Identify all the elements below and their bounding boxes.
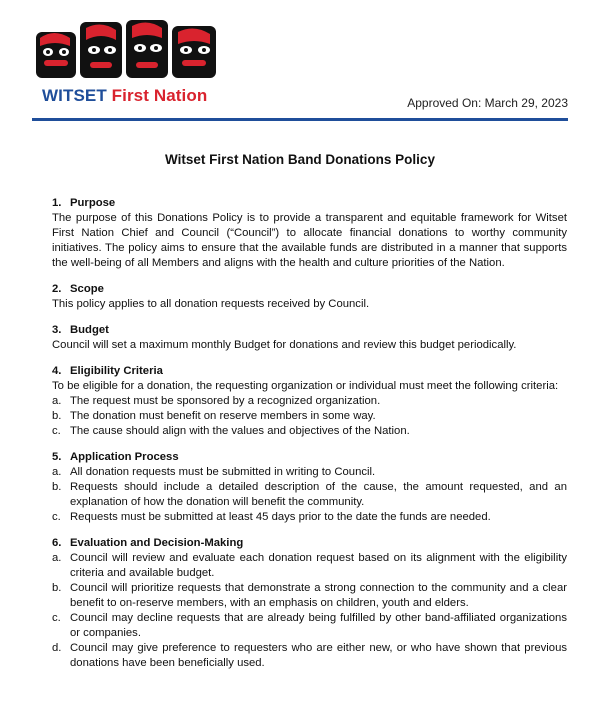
list-text: The cause should align with the values and objectives of the Nation.: [70, 425, 410, 437]
list-marker: a.: [52, 552, 62, 564]
list-item: [52, 465, 567, 480]
first-nation-formline-logo: [34, 16, 220, 82]
list-item: [52, 641, 567, 671]
section-evaluation: [52, 536, 567, 671]
list-text: Council may give preference to requesters who are either new, or who have shown that previous donations have been beneficially used.: [70, 642, 567, 669]
section-scope: [52, 282, 567, 312]
header-divider: [32, 118, 568, 121]
section-paragraph: To be eligible for a donation, the requesting organization or individual must meet the following criteria:: [52, 380, 559, 392]
list-marker: b.: [52, 582, 62, 594]
list-text: Council will review and evaluate each donation request based on its alignment with the eligibility criteria and available budget.: [70, 552, 567, 579]
list-marker: b.: [52, 481, 62, 493]
list-text: Council may decline requests that are already being fulfilled by other band-affiliated organizations or companies.: [70, 612, 567, 639]
list-marker: c.: [52, 425, 61, 437]
list-text: The donation must benefit on reserve members in some way.: [70, 410, 376, 422]
list-text: All donation requests must be submitted in writing to Council.: [70, 466, 376, 478]
section-application-process: [52, 450, 567, 525]
list-text: Requests should include a detailed description of the cause, the amount requested, and an explanation of how the donation will benefit the community.: [70, 481, 567, 508]
list-marker: a.: [52, 395, 62, 407]
section-number: 6.: [52, 537, 62, 549]
section-heading: [52, 196, 567, 211]
policy-body: [52, 196, 567, 682]
list-marker: c.: [52, 511, 61, 523]
section-number: 1.: [52, 197, 62, 209]
section-title: Scope: [70, 283, 104, 295]
list-item: [52, 581, 567, 611]
section-title: Budget: [70, 324, 109, 336]
section-purpose: [52, 196, 567, 271]
list-text: Requests must be submitted at least 45 days prior to the date the funds are needed.: [70, 511, 491, 523]
section-number: 5.: [52, 451, 62, 463]
list-marker: b.: [52, 410, 62, 422]
list-text: Council will prioritize requests that demonstrate a strong connection to the community and a clear benefit to on-reserve members, with an emphasis on children, youth and elders.: [70, 582, 567, 609]
org-name-part1: WITSET: [42, 86, 107, 105]
section-heading: [52, 282, 567, 297]
section-title: Application Process: [70, 451, 179, 463]
list-marker: a.: [52, 466, 62, 478]
section-eligibility: [52, 364, 567, 439]
section-number: 2.: [52, 283, 62, 295]
organization-name: [42, 86, 207, 106]
list-item: [52, 611, 567, 641]
section-paragraph: The purpose of this Donations Policy is to provide a transparent and equitable framework for Witset First Nation Chief and Council (“Council”) to allocate financial donations to worthy community initiatives. The policy aims to ensure that the available funds are distributed in a manner that supports the well-being of all Members and aligns with the health and culture priorities of the Nation.: [52, 212, 567, 269]
section-title: Purpose: [70, 197, 116, 209]
list-marker: d.: [52, 642, 62, 654]
org-name-part2: First Nation: [111, 86, 208, 105]
section-heading: [52, 536, 567, 551]
list-item: [52, 510, 567, 525]
section-title: Eligibility Criteria: [70, 365, 163, 377]
list-item: [52, 551, 567, 581]
section-paragraph: Council will set a maximum monthly Budget for donations and review this budget periodically.: [52, 339, 517, 351]
list-item: [52, 480, 567, 510]
section-paragraph: This policy applies to all donation requests received by Council.: [52, 298, 370, 310]
list-item: [52, 394, 567, 409]
list-item: [52, 409, 567, 424]
list-text: The request must be sponsored by a recognized organization.: [70, 395, 381, 407]
approved-date: Approved On: March 29, 2023: [407, 96, 568, 110]
document-title: Witset First Nation Band Donations Policy: [165, 152, 435, 167]
section-budget: [52, 323, 567, 353]
section-heading: [52, 364, 567, 379]
section-number: 3.: [52, 324, 62, 336]
section-number: 4.: [52, 365, 62, 377]
section-title: Evaluation and Decision-Making: [70, 537, 244, 549]
section-heading: [52, 450, 567, 465]
list-marker: c.: [52, 612, 61, 624]
section-heading: [52, 323, 567, 338]
list-item: [52, 424, 567, 439]
letterhead: [0, 0, 600, 124]
